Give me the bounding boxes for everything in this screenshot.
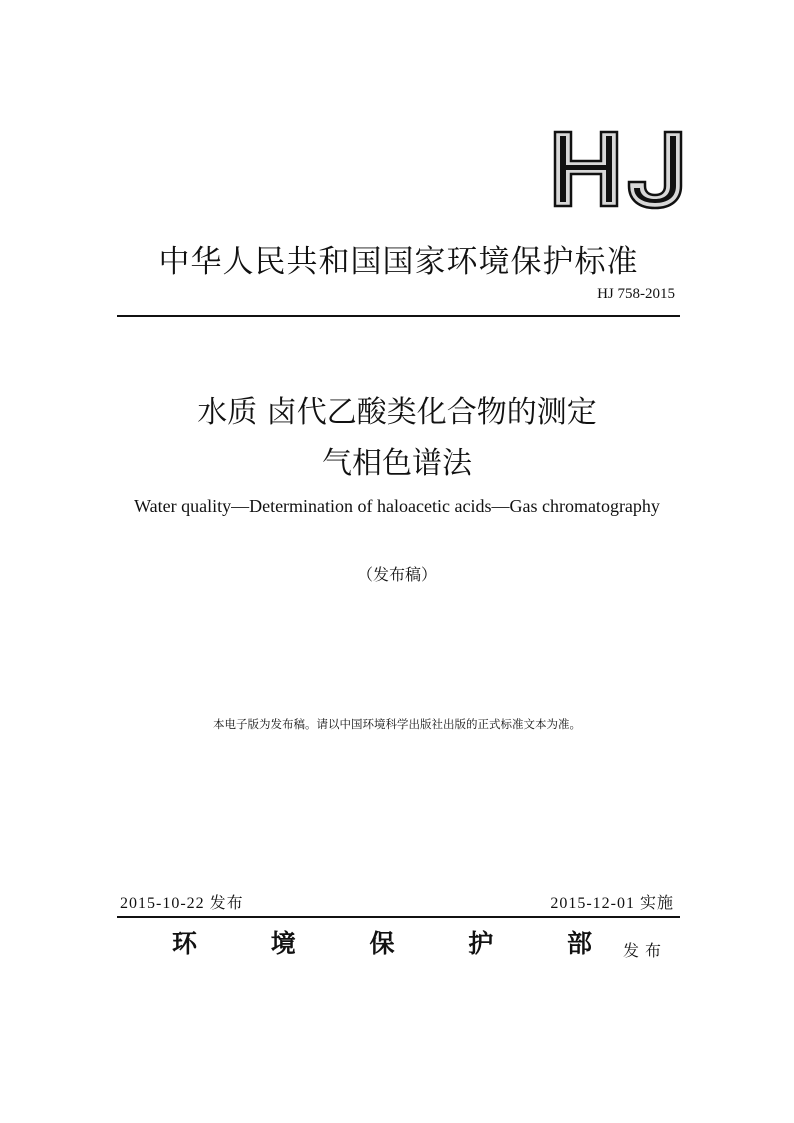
ministry-char: 部: [566, 929, 592, 958]
ministry-char: 保: [369, 929, 395, 958]
header-divider: [117, 315, 680, 317]
footer-divider: [117, 916, 680, 918]
ministry-char: 环: [172, 929, 198, 958]
issue-label: 发布: [209, 893, 244, 912]
implement-label: 实施: [639, 893, 674, 912]
title-line-1: 水质 卤代乙酸类化合物的测定: [197, 395, 597, 430]
ministry-char: 护: [468, 929, 494, 958]
ministry-char: 境: [270, 929, 296, 958]
title-english: Water quality—Determination of haloacetic acids—Gas chromatography: [134, 496, 660, 516]
notice-text: 本电子版为发布稿。请以中国环境科学出版社出版的正式标准文本为准。: [213, 717, 581, 731]
issue-date: 2015-10-22: [120, 895, 205, 912]
title-line-2: 气相色谱法: [322, 446, 472, 481]
ministry-name: [172, 924, 592, 960]
issuer-title: 中华人民共和国国家环境保护标准: [158, 244, 639, 280]
standard-number: HJ 758-2015: [597, 286, 675, 302]
draft-label: （发布稿）: [356, 565, 437, 584]
publish-label: 发布: [623, 941, 668, 960]
implement-date: 2015-12-01: [550, 895, 635, 912]
issue-date-line: [120, 890, 244, 913]
hj-logo: [551, 128, 691, 210]
implement-date-line: [550, 890, 674, 913]
